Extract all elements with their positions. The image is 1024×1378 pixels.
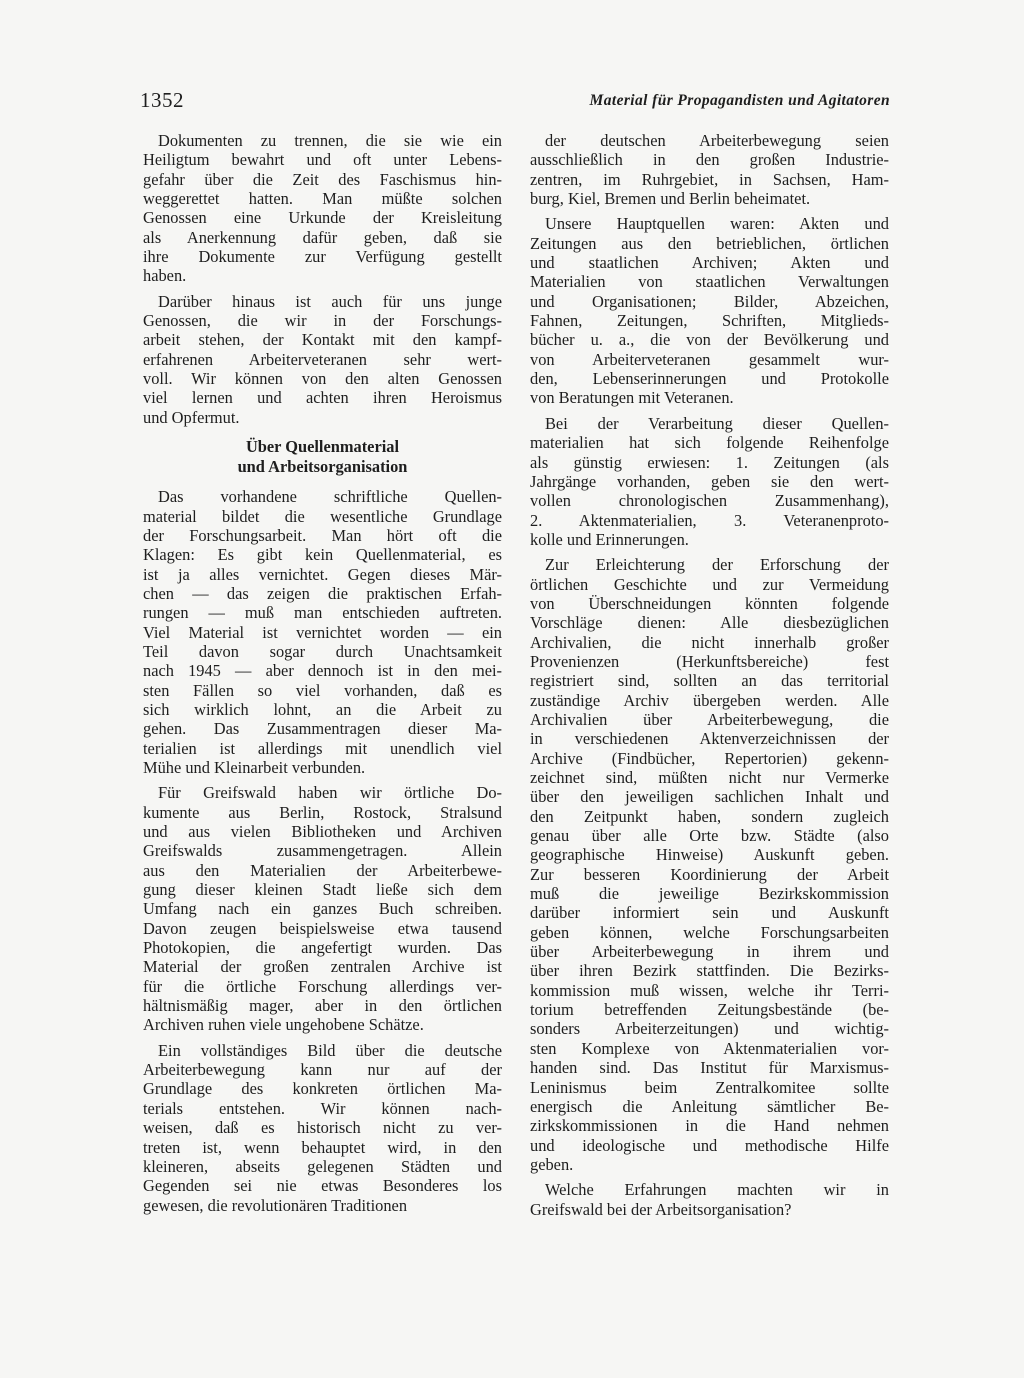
text-line: Klagen: Es gibt kein Quellenmaterial, es <box>143 545 502 565</box>
text-line: über ihren Bezirk stattfinden. Die Bezirks- <box>530 961 889 981</box>
text-line: geben können, welche Forschungsarbeiten <box>530 922 889 942</box>
text-line: nach 1945 — aber dennoch ist in den mei- <box>143 661 502 681</box>
text-line: treten ist, wenn behauptet wird, in den <box>143 1137 502 1157</box>
text-line: von Überschneidungen könnten folgende <box>530 593 889 613</box>
text-line: material bildet die wesentliche Grundlage <box>143 506 502 526</box>
text-line: von Beratungen mit Veteranen. <box>530 388 734 408</box>
text-line: Davon zeugen beispielsweise etwa tausend <box>143 918 502 938</box>
text-line: Unsere Hauptquellen waren: Akten und <box>545 214 889 234</box>
text-line: über Arbeiterbewegung in ihrem und <box>530 942 889 962</box>
text-line: Dokumenten zu trennen, die sie wie ein <box>158 131 502 150</box>
text-line: bücher u. a., die von der Bevölkerung und <box>530 330 889 350</box>
text-line: weisen, daß es historisch nicht zu ver- <box>143 1118 502 1138</box>
text-line: zirkskommissionen in die Hand nehmen <box>530 1116 889 1136</box>
text-line: Genossen, die wir in der Forschungs- <box>143 311 502 331</box>
text-line: und Organisationen; Bilder, Abzeichen, <box>530 291 889 311</box>
text-line: Gegenden sei nie etwas Besonderes los <box>143 1176 502 1196</box>
text-line: haben. <box>143 266 187 286</box>
text-line: torium betreffenden Zeitungsbestände (be- <box>530 1000 889 1020</box>
text-line: und staatlichen Archiven; Akten und <box>530 253 889 273</box>
text-line: und ideologische und methodische Hilfe <box>530 1135 889 1155</box>
text-line: Archivalien über Arbeiterbewegung, die <box>530 709 889 729</box>
text-line: Teil davon sogar durch Unachtsamkeit <box>143 641 502 661</box>
text-line: als Anerkennung dafür geben, daß sie <box>143 227 502 247</box>
text-line: aus den Materialien der Arbeiterbewe- <box>143 860 502 880</box>
text-line: Zur Erleichterung der Erforschung der <box>545 555 889 575</box>
running-head: Material für Propagandisten und Agitatoren <box>589 92 890 109</box>
text-line: energisch die Anleitung sämtlicher Be- <box>530 1096 889 1116</box>
text-line: über den jeweiligen sachlichen Inhalt und <box>530 787 889 807</box>
text-line: handen sind. Das Institut für Marxismus- <box>530 1058 889 1078</box>
text-line: örtlichen Geschichte und zur Vermeidung <box>530 574 889 594</box>
text-line: Umfang nach ein ganzes Buch schreiben. <box>143 899 502 919</box>
page-header <box>140 88 890 118</box>
text-line: und aus vielen Bibliotheken und Archiven <box>143 822 502 841</box>
text-line: Fahnen, Zeitungen, Schriften, Mitglieds- <box>530 311 889 331</box>
text-line: ist ja alles vernichtet. Gegen dieses Mär- <box>143 564 502 584</box>
text-line: burg, Kiel, Bremen und Berlin beheimatet. <box>530 189 811 209</box>
text-line: darüber informiert sein und Auskunft <box>530 903 889 923</box>
text-line: zentren, im Ruhrgebiet, in Sachsen, Ham- <box>530 169 889 189</box>
text-line: Zeitungen aus den betrieblichen, örtlichen <box>530 233 889 253</box>
text-line: gefahr über die Zeit des Faschismus hin- <box>143 169 502 189</box>
text-line: rungen — muß man entschieden auftreten. <box>143 603 502 623</box>
text-line: Darüber hinaus ist auch für uns junge <box>158 291 502 311</box>
text-line: Heiligtum bewahrt und oft unter Lebens- <box>143 150 502 170</box>
text-line: Ein vollständiges Bild über die deutsche <box>158 1040 502 1060</box>
text-line: den, Lebenserinnerungen und Protokolle <box>530 369 889 389</box>
text-line: kommission muß wissen, welche ihr Terri- <box>530 980 889 1000</box>
text-line: in verschiedenen Aktenverzeichnissen der <box>530 729 889 749</box>
text-line: registriert sind, sollten an das territorial <box>530 671 889 691</box>
text-line: Materialien von staatlichen Verwaltungen <box>530 272 889 292</box>
text-line: der deutschen Arbeiterbewegung seien <box>545 131 889 150</box>
text-line: gewesen, die revolutionären Traditionen <box>143 1195 408 1215</box>
right-column <box>530 131 889 1219</box>
text-line: Viel Material ist vernichtet worden — ein <box>143 622 502 642</box>
text-line: Grundlage des konkreten örtlichen Ma- <box>143 1079 502 1099</box>
text-line: materialien hat sich folgende Reihenfolge <box>530 433 889 453</box>
section-heading-line: und Arbeitsorganisation <box>237 457 408 477</box>
text-line: zeichnet sind, müßten nicht nur Vermerke <box>530 768 889 787</box>
text-line: den Zeitpunkt haben, sondern zugleich <box>530 806 889 826</box>
text-line: terials entstehen. Wir können nach- <box>143 1098 502 1118</box>
text-line: Archiven ruhen viele ungehobene Schätze. <box>143 1015 424 1035</box>
text-line: Archivalien, die nicht innerhalb großer <box>530 632 889 652</box>
text-line: Mühe und Kleinarbeit verbunden. <box>143 757 366 777</box>
text-line: Für Greifswald haben wir örtliche Do- <box>158 783 502 803</box>
text-line: Arbeiterbewegung kann nur auf der <box>143 1060 502 1080</box>
text-line: terialien ist allerdings mit unendlich viel <box>143 738 502 758</box>
text-line: Genossen eine Urkunde der Kreisleitung <box>143 208 502 228</box>
text-line: Leninismus beim Zentralkomitee sollte <box>530 1077 889 1097</box>
text-line: 2. Aktenmaterialien, 3. Veteranenproto- <box>530 510 889 530</box>
text-line: ihre Dokumente zur Verfügung gestellt <box>143 247 502 267</box>
text-line: sten Fällen so viel vorhanden, daß es <box>143 680 502 700</box>
text-line: Zur besseren Koordinierung der Arbeit <box>530 864 889 884</box>
text-line: kumente aus Berlin, Rostock, Stralsund <box>143 802 502 822</box>
text-line: gung dieser kleinen Stadt ließe sich dem <box>143 880 502 900</box>
text-line: Welche Erfahrungen machten wir in <box>545 1180 889 1200</box>
text-line: Greifswald bei der Arbeitsorganisation? <box>530 1199 792 1219</box>
text-line: sich wirklich lohnt, an die Arbeit zu <box>143 699 502 719</box>
text-line: Jahrgänge vorhanden, geben sie den wert- <box>530 471 889 491</box>
text-line: erfahrenen Arbeiterveteranen sehr wert- <box>143 349 502 369</box>
page-number: 1352 <box>140 88 184 112</box>
text-line: ausschließlich in den großen Industrie- <box>530 150 889 170</box>
text-line: muß die jeweilige Bezirkskommission <box>530 884 889 904</box>
text-line: Material der großen zentralen Archive ist <box>143 957 502 977</box>
text-line: vollen chronologischen Zusammenhang), <box>530 491 889 511</box>
text-line: viel lernen und achten ihren Heroismus <box>143 388 502 408</box>
text-line: weggerettet hatten. Man müßte solchen <box>143 189 502 209</box>
text-line: geographische Hinweise) Auskunft geben. <box>530 845 889 865</box>
text-line: hältnismäßig mager, aber in den örtlichen <box>143 996 502 1016</box>
text-line: genau über alle Orte bzw. Städte (also <box>530 826 889 846</box>
text-line: gehen. Das Zusammentragen dieser Ma- <box>143 719 502 739</box>
text-line: voll. Wir können von den alten Genossen <box>143 369 502 389</box>
text-line: Provenienzen (Herkunftsbereiche) fest <box>530 651 889 671</box>
section-heading-line: Über Quellenmaterial <box>245 437 400 457</box>
text-line: arbeit stehen, der Kontakt mit den kampf- <box>143 330 502 350</box>
text-line: Das vorhandene schriftliche Quellen- <box>158 487 502 507</box>
text-line: und Opfermut. <box>143 407 240 427</box>
text-line: Vorschläge dienen: Alle diesbezüglichen <box>530 613 889 633</box>
text-line: chen — das zeigen die praktischen Erfah- <box>143 583 502 603</box>
text-line: Photokopien, die angefertigt wurden. Das <box>143 938 502 958</box>
text-line: als günstig erwiesen: 1. Zeitungen (als <box>530 452 889 472</box>
text-line: Bei der Verarbeitung dieser Quellen- <box>545 413 889 433</box>
text-line: Archive (Findbücher, Repertorien) gekenn- <box>530 748 889 768</box>
text-line: sten Komplexe von Aktenmaterialien vor- <box>530 1038 889 1058</box>
text-line: der Forschungsarbeit. Man hört oft die <box>143 525 502 545</box>
text-line: geben. <box>530 1154 574 1174</box>
text-line: kleineren, abseits gelegenen Städten und <box>143 1156 502 1176</box>
text-line: sonders Arbeiterzeitungen) und wichtig- <box>530 1019 889 1039</box>
text-line: für die örtliche Forschung allerdings ver- <box>143 976 502 996</box>
text-line: kolle und Erinnerungen. <box>530 529 689 549</box>
left-column <box>143 131 502 1215</box>
text-line: zuständige Archiv übergeben werden. Alle <box>530 690 889 710</box>
text-line: von Arbeiterveteranen gesammelt wur- <box>530 349 889 369</box>
text-line: Greifswalds zusammengetragen. Allein <box>143 841 502 861</box>
